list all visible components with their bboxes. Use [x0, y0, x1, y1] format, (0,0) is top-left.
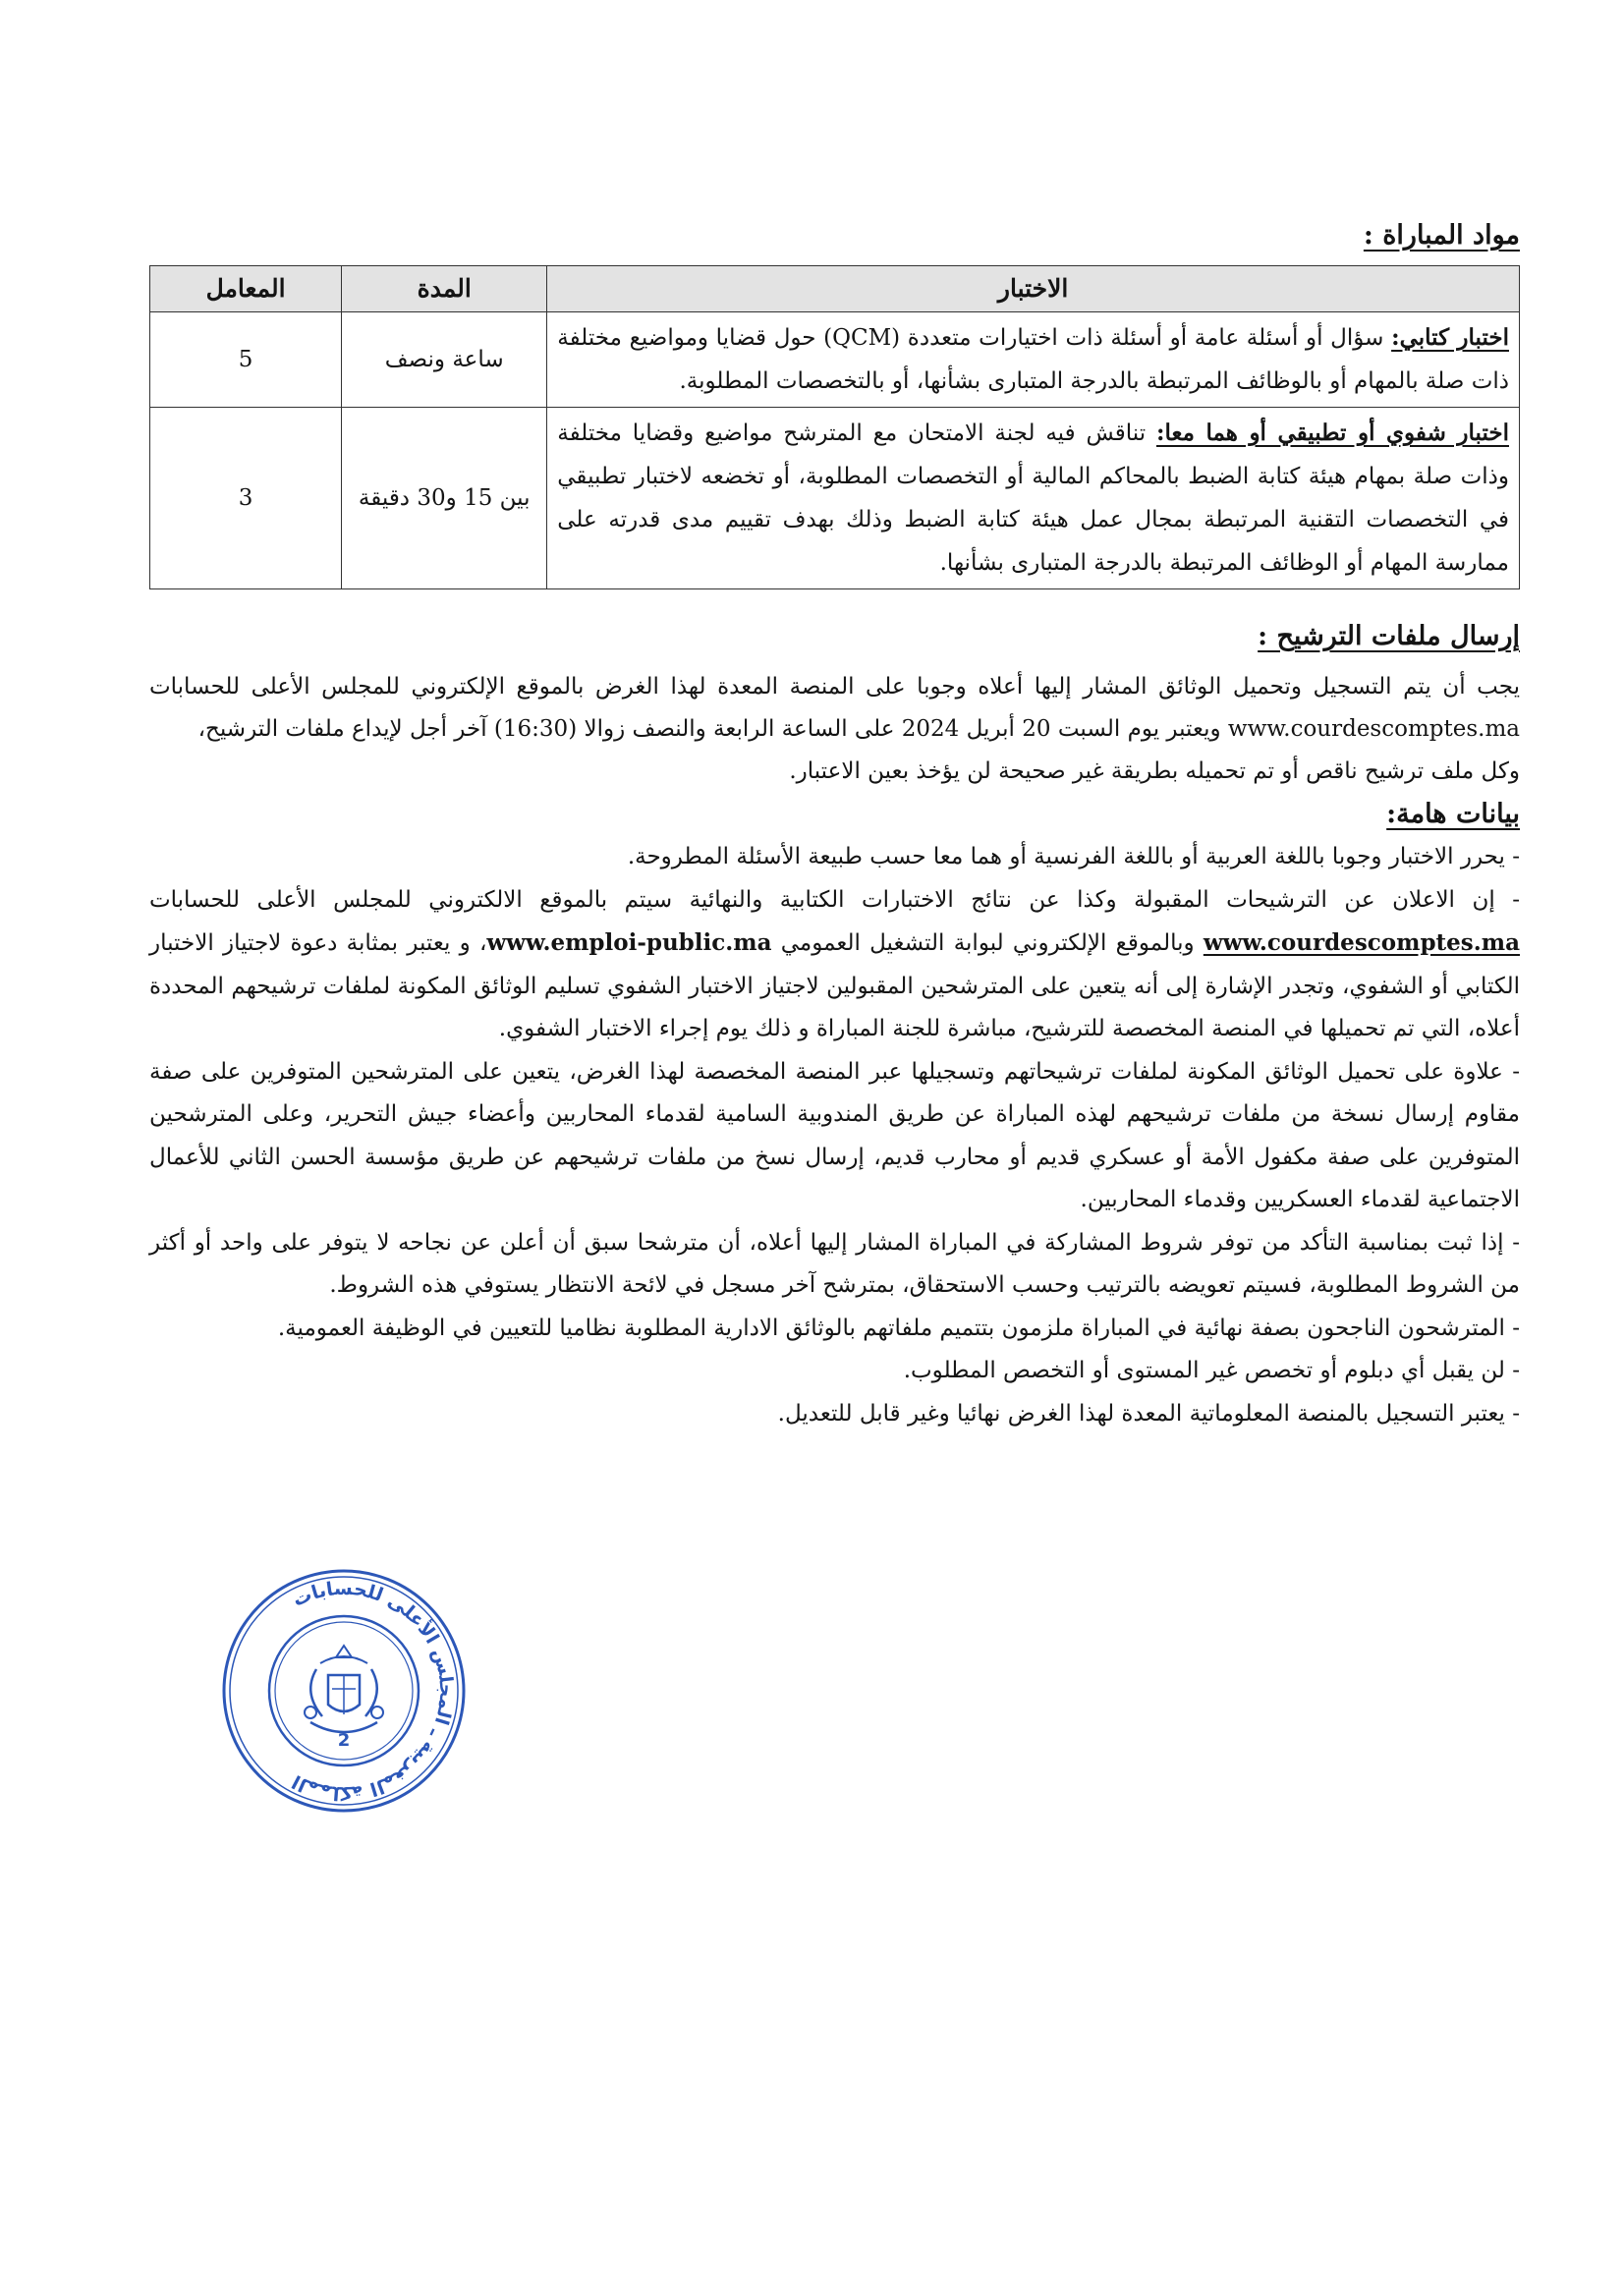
- note-veterans: - علاوة على تحميل الوثائق المكونة لملفات ترشيحاتهم وتسجيلها عبر المنصة المخصصة لهذا الغرض، يتعين على المترشحين المتوفرين على صفة مقاوم إرسال نسخة من ملفات ترشيحهم لهذه المباراة عن طريق المندوبية السامية لقدماء المحاربين وأعضاء جيش التحرير، وعلى المترشحين المتوفرين على صفة مكفول الأمة أو عسكري قديم أو محارب قديم، إرسال نسخ من ملفات ترشيحهم عن طريق مؤسسة الحسن الثاني للأعمال الاجتماعية لقدماء العسكريين وقدماء المحاربين.: [149, 1058, 1520, 1212]
- oral-test-duration: بين 15 و30 دقيقة: [342, 408, 547, 589]
- submission-heading: إرسال ملفات الترشيح :: [1258, 621, 1520, 651]
- submission-paragraph: [149, 666, 1520, 751]
- submission-text-a: يجب أن يتم التسجيل وتحميل الوثائق المشار إليها أعلاه وجوبا على المنصة المعدة لهذا الغرض بالموقع الإلكتروني للمجلس الأعلى للحسابات: [149, 674, 1520, 700]
- header-test: الاختبار: [547, 266, 1520, 312]
- seal-number: 2: [337, 1730, 351, 1751]
- written-test-description: سؤال أو أسئلة عامة أو أسئلة ذات اختيارات متعددة (QCM) حول قضايا ومواضيع مختلفة ذات صلة بالمهام أو بالوظائف المرتبطة بالدرجة المتبارى بشأنها، أو بالتخصصات المطلوبة.: [557, 325, 1509, 394]
- exam-table: [149, 265, 1520, 589]
- written-test-duration: ساعة ونصف: [342, 312, 547, 408]
- important-notes-heading: بيانات هامة:: [1386, 799, 1520, 829]
- document-content: [149, 214, 1520, 1435]
- note-diploma: - لن يقبل أي دبلوم أو تخصص غير المستوى أو التخصص المطلوب.: [903, 1358, 1520, 1383]
- emploi-public-link[interactable]: www.emploi-public.ma: [486, 929, 772, 956]
- note-registration-final: - يعتبر التسجيل بالمنصة المعلوماتية المعدة لهذا الغرض نهائيا وغير قابل للتعديل.: [777, 1400, 1520, 1427]
- table-row: [150, 312, 1520, 408]
- written-test-coefficient: 5: [150, 312, 342, 408]
- note-language: - يحرر الاختبار وجوبا باللغة العربية أو باللغة الفرنسية أو هما معا حسب طبيعة الأسئلة المطروحة.: [627, 844, 1520, 869]
- oral-test-label: اختبار شفوي أو تطبيقي أو هما معا:: [1156, 420, 1509, 446]
- note-announcements-a: - إن الاعلان عن الترشيحات المقبولة وكذا عن نتائج الاختبارات الكتابية والنهائية سيتم بالموقع الالكتروني للمجلس الأعلى للحسابات: [149, 886, 1520, 913]
- exam-table-header-row: [150, 266, 1520, 312]
- note-announcements: [149, 879, 1520, 1051]
- oral-test-cell: [547, 408, 1520, 589]
- written-test-label: اختبار كتابي:: [1391, 324, 1509, 351]
- svg-text:المملكة المغربية ـ المجلس الأع: [289, 1578, 457, 1804]
- note-announcements-c: ، و يعتبر بمثابة دعوة لاجتياز الاختبار الكتابي أو الشفوي، وتجدر الإشارة إلى أنه يتعين على المترشحين المقبولين لاجتياز الاختبار الشفوي تسليم الوثائق المكونة لملفات ترشيحهم المحددة أعلاه، التي تم تحميلها في المنصة المخصصة للترشيح، مباشرة للجنة المباراة و ذلك يوم إجراء الاختبار الشفوي.: [149, 930, 1520, 1041]
- courdescomptes-link-2[interactable]: www.courdescomptes.ma: [1203, 929, 1520, 956]
- note-successful-candidates: - المترشحون الناجحون بصفة نهائية في المباراة ملزمون بتتميم ملفاتهم بالوثائق الادارية المطلوبة نظاميا للتعيين في الوظيفة العمومية.: [277, 1315, 1520, 1341]
- header-duration: المدة: [342, 266, 547, 312]
- official-seal-icon: [218, 1565, 470, 1817]
- seal-outer-text: المملكة المغربية ـ المجلس الأعلى للحسابات: [288, 1577, 458, 1805]
- written-test-cell: [547, 312, 1520, 408]
- courdescomptes-link[interactable]: www.courdescomptes.ma: [1227, 716, 1520, 742]
- submission-incomplete-note: وكل ملف ترشيح ناقص أو تم تحميله بطريقة غير صحيحة لن يؤخذ بعين الاعتبار.: [789, 758, 1520, 784]
- oral-test-coefficient: 3: [150, 408, 342, 589]
- submission-text-b: ويعتبر يوم السبت 20 أبريل 2024 على الساعة الرابعة والنصف زوالا (16:30) آخر أجل لإيداع ملفات الترشيح،: [197, 716, 1228, 742]
- oral-test-description: تناقش فيه لجنة الامتحان مع المترشح مواضيع وقضايا مختلفة وذات صلة بمهام هيئة كتابة الضبط بالمحاكم المالية أو التخصصات المطلوبة، أو تخضعه لاختبار تطبيقي في التخصصات التقنية المرتبطة بمجال عمل هيئة كتابة الضبط وذلك بهدف تقييم مدى قدرته على ممارسة المهام أو الوظائف المرتبطة بالدرجة المتبارى بشأنها.: [557, 420, 1509, 576]
- note-announcements-b: وبالموقع الإلكتروني لبوابة التشغيل العمومي: [771, 930, 1204, 956]
- note-eligibility: - إذا ثبت بمناسبة التأكد من توفر شروط المشاركة في المباراة المشار إليها أعلاه، أن مترشحا سبق أن أعلن عن نجاحه لا يتوفر على واحد أو أكثر من الشروط المطلوبة، فسيتم تعويضه بالترتيب وحسب الاستحقاق، بمترشح آخر مسجل في لائحة الانتظار يستوفي هذه الشروط.: [149, 1229, 1520, 1298]
- exam-subjects-heading: مواد المباراة :: [1363, 220, 1520, 251]
- table-row: [150, 408, 1520, 589]
- header-coefficient: المعامل: [150, 266, 342, 312]
